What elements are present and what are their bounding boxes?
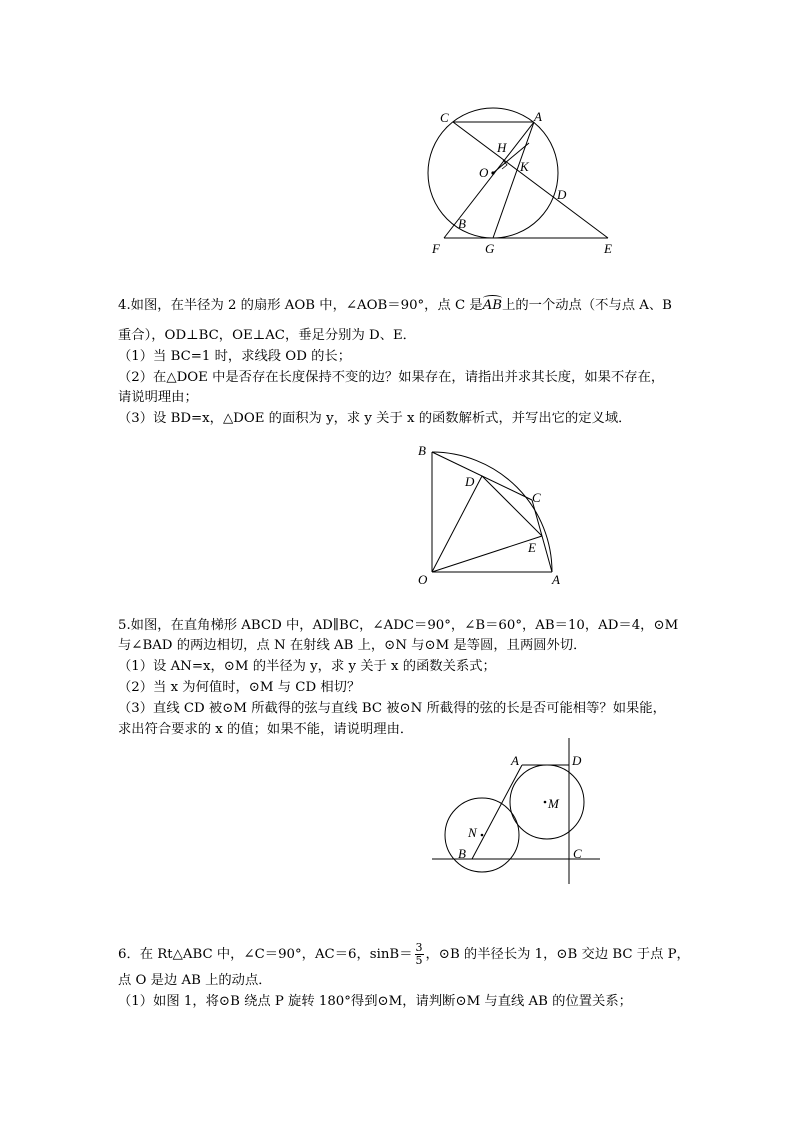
p5-line1: 5.如图，在直角梯形 ABCD 中，AD∥BC，∠ADC＝90°，∠B＝60°，AB＝10，AD＝4，⊙M — [118, 618, 679, 633]
label-e: E — [604, 241, 612, 256]
p5-question3-cont: 求出符合要求的 x 的值；如果不能，请说明理由． — [118, 722, 414, 737]
p4-question2-cont: 请说明理由； — [118, 390, 198, 405]
label-k: K — [520, 159, 529, 174]
p4-text-b: 上的一个动点（不与点 A、B — [502, 298, 672, 313]
p4-question3: （3）设 BD=x，△DOE 的面积为 y，求 y 关于 x 的函数解析式，并写出它的定义域． — [118, 411, 632, 426]
label-d: D — [572, 753, 582, 768]
label-c: C — [573, 846, 582, 861]
p5-question1: （1）设 AN=x，⊙M 的半径为 y，求 y 关于 x 的函数关系式； — [118, 659, 496, 674]
label-a: A — [534, 109, 542, 124]
label-m: M — [548, 796, 559, 811]
figure-trapezoid-circles — [425, 738, 610, 888]
figure-sector — [410, 440, 570, 590]
p6-line1 — [118, 942, 688, 967]
label-o: O — [479, 165, 489, 180]
label-b: B — [418, 443, 426, 458]
label-c: C — [532, 490, 541, 505]
fraction-denominator: 5 — [415, 954, 423, 967]
label-f: F — [432, 241, 440, 256]
label-d: D — [557, 187, 567, 202]
p4-line1 — [118, 298, 688, 314]
p5-line2: 与∠BAD 的两边相切，点 N 在射线 AB 上，⊙N 与⊙M 是等圆，且两圆外切． — [118, 638, 587, 653]
p5-question3: （3）直线 CD 被⊙M 所截得的弦与直线 BC 被⊙N 所截得的弦的长是否可能相等？如果能， — [118, 701, 666, 716]
label-e: E — [528, 540, 536, 555]
label-b: B — [458, 846, 466, 861]
label-b: B — [458, 216, 466, 231]
p4-question2: （2）在△DOE 中是否存在长度保持不变的边？如果存在，请指出并求其长度，如果不存在， — [118, 370, 665, 385]
label-g: G — [485, 241, 495, 256]
p6-text-a: 6．在 Rt△ABC 中，∠C＝90°，AC＝6，sinB＝ — [118, 947, 413, 962]
p5-question2: （2）当 x 为何值时，⊙M 与 CD 相切？ — [118, 680, 361, 695]
fraction-numerator: 3 — [415, 941, 423, 954]
label-a: A — [552, 572, 560, 587]
p4-line2: 重合），OD⊥BC，OE⊥AC，垂足分别为 D、E． — [118, 328, 416, 343]
label-n: N — [468, 825, 477, 840]
label-d: D — [465, 474, 475, 489]
label-o: O — [418, 572, 428, 587]
p6-line2: 点 O 是边 AB 上的动点． — [118, 973, 272, 988]
p6-text-b: ，⊙B 的半径长为 1，⊙B 交边 BC 于点 P， — [425, 947, 690, 962]
label-h: H — [497, 140, 507, 155]
fraction-3-5 — [415, 942, 424, 967]
arc-ab-symbol: AB — [482, 298, 503, 313]
label-c: C — [440, 110, 449, 125]
p4-question1: （1）当 BC=1 时，求线段 OD 的长； — [118, 349, 351, 364]
label-a: A — [511, 753, 519, 768]
figure-circle-tangent — [420, 105, 630, 255]
p6-question1: （1）如图 1，将⊙B 绕点 P 旋转 180°得到⊙M，请判断⊙M 与直线 AB 的位置关系； — [118, 994, 632, 1009]
p4-text-a: 4.如图，在半径为 2 的扇形 AOB 中，∠AOB＝90°，点 C 是 — [118, 298, 483, 313]
